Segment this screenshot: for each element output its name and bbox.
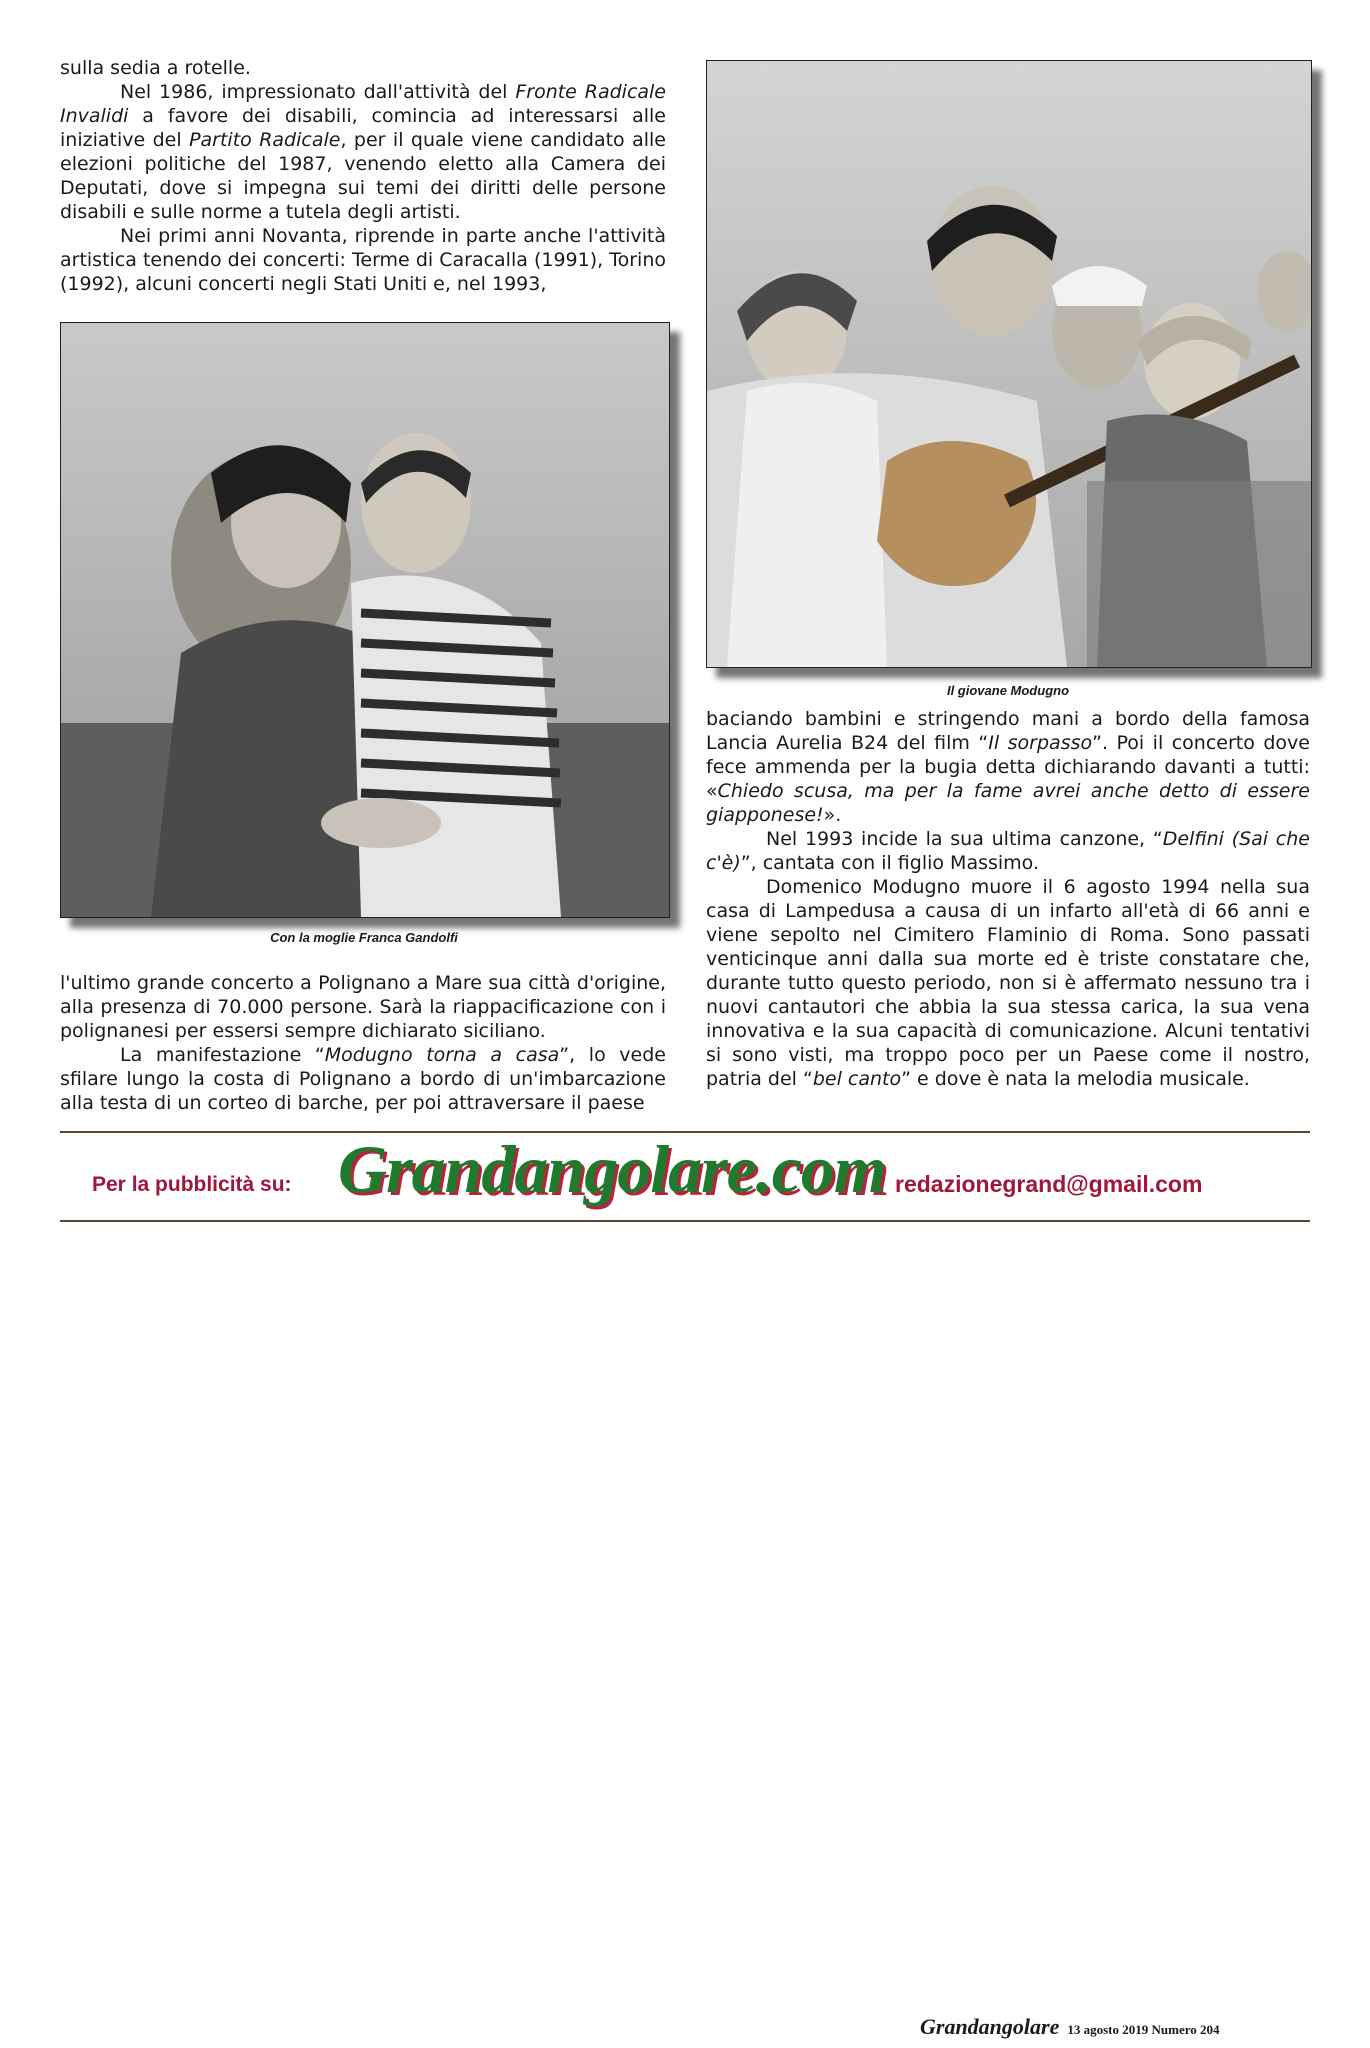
photo-caption: Con la moglie Franca Gandolfi bbox=[270, 930, 458, 945]
divider bbox=[60, 1220, 1310, 1222]
text-run: Nel 1986, impressionato dall'attività del bbox=[120, 81, 516, 103]
text-run: Nel 1993 incide la sua ultima canzone, “ bbox=[766, 828, 1163, 850]
paragraph bbox=[60, 1043, 666, 1115]
text-run: ”. Poi il concerto dove fece ammenda per la bugia detta dichiarando davanti a tutti: « bbox=[706, 732, 1310, 802]
italic-run: bel canto bbox=[812, 1068, 902, 1090]
article-column-1-bottom bbox=[60, 971, 666, 1115]
page-footer bbox=[920, 2014, 1220, 2040]
text-run: Domenico Modugno muore il 6 agosto 1994 nella sua casa di Lampedusa a causa di un infarto all'età di 66 anni e viene sepolto nel Cimitero Flaminio di Roma. Sono passati venticinque anni dalla sua morte ed è triste constatare che, durante tutto questo periodo, non si è affermato nessuno tra i nuovi cantautori che abbia la sua stessa carica, la sua vena innovativa e la sua capacità di comunicazione. Alcuni tentativi si sono visti, ma troppo poco per un Paese come il nostro, patria del “ bbox=[706, 876, 1310, 1090]
paragraph: l'ultimo grande concerto a Polignano a Mare sua città d'origine, alla presenza di 70.000 persone. Sarà la riappacificazione con i polignanesi per essersi sempre dichiarato siciliano. bbox=[60, 972, 666, 1042]
photo-couple bbox=[60, 322, 670, 918]
text-run: La manifestazione “ bbox=[120, 1044, 325, 1066]
italic-run: Partito Radicale bbox=[189, 129, 341, 151]
advert-label: Per la pubblicità su: bbox=[92, 1173, 292, 1196]
text-run: , per il quale viene candidato alle elezioni politiche del 1987, venendo eletto alla Camera dei Deputati, dove si impegna sui temi dei diritti delle persone disabili e sulle norme a tutela degli artisti. bbox=[60, 129, 666, 223]
paragraph bbox=[706, 875, 1310, 1091]
photo-young-modugno bbox=[706, 60, 1312, 668]
italic-run: Il sorpasso bbox=[988, 732, 1093, 754]
italic-run: Delfini (Sai che c'è) bbox=[706, 828, 1310, 874]
italic-run: Fronte Radicale Invalidi bbox=[60, 81, 666, 127]
footer-brand: Grandangolare bbox=[920, 2014, 1060, 2039]
paragraph: Nei primi anni Novanta, riprende in parte anche l'attività artistica tenendo dei concerti: Terme di Caracalla (1991), Torino (1992), alcuni concerti negli Stati Uniti e, nel 1993, bbox=[60, 225, 666, 295]
text-run: ” e dove è nata la melodia musicale. bbox=[901, 1068, 1250, 1090]
paragraph bbox=[706, 827, 1310, 875]
paragraph bbox=[706, 707, 1310, 827]
article-column-2 bbox=[706, 707, 1310, 1091]
text-run: ”, lo vede sfilare lungo la costa di Polignano a bordo di un'imbarcazione alla testa di un corteo di barche, per poi attraversare il paese bbox=[60, 1044, 666, 1114]
italic-run: Chiedo scusa, ma per la fame avrei anche detto di essere giapponese! bbox=[706, 780, 1310, 826]
text-run: ”, cantata con il figlio Massimo. bbox=[740, 852, 1040, 874]
text-run: a favore dei disabili, comincia ad interessarsi alle iniziative del bbox=[60, 105, 666, 151]
article-column-1-top bbox=[60, 56, 666, 296]
footer-issue: 13 agosto 2019 Numero 204 bbox=[1067, 2022, 1220, 2037]
grandangolare-logo: Grandangolare.com bbox=[338, 1131, 886, 1207]
photo-caption: Il giovane Modugno bbox=[946, 683, 1070, 698]
text-run: baciando bambini e stringendo mani a bordo della famosa Lancia Aurelia B24 del film “ bbox=[706, 708, 1310, 754]
italic-run: Modugno torna a casa bbox=[324, 1044, 560, 1066]
paragraph bbox=[60, 80, 666, 224]
advert-email-link[interactable]: redazionegrand@gmail.com bbox=[895, 1171, 1203, 1197]
paragraph: sulla sedia a rotelle. bbox=[60, 57, 251, 79]
text-run: ». bbox=[823, 804, 842, 826]
